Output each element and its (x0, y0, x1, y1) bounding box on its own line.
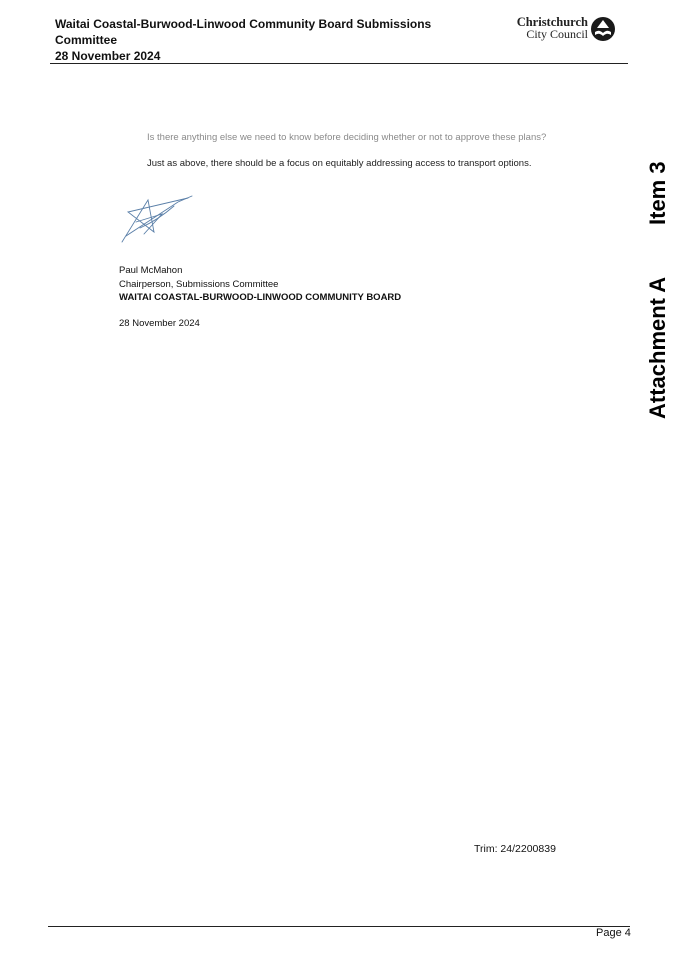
logo-line2: City Council (526, 27, 588, 41)
side-label-attachment: Attachment A (645, 276, 670, 419)
council-logo-icon (590, 16, 616, 42)
council-logo (512, 16, 618, 44)
header-title: Waitai Coastal-Burwood-Linwood Community Board Submissions Committee (55, 17, 432, 47)
trim-reference: Trim: 24/2200839 (474, 843, 556, 855)
page-number: Page 4 (596, 927, 631, 939)
logo-line1: Christchurch (516, 15, 588, 29)
signature-date: 28 November 2024 (119, 318, 200, 329)
signature-image (118, 192, 196, 246)
header-date: 28 November 2024 (55, 49, 161, 63)
signatory-block (119, 264, 401, 305)
question-text: Is there anything else we need to know before deciding whether or not to approve these plans? (147, 132, 547, 143)
signatory-board: WAITAI COASTAL-BURWOOD-LINWOOD COMMUNITY BOARD (119, 292, 402, 303)
side-label-item: Item 3 (645, 161, 670, 225)
signatory-name: Paul McMahon (119, 265, 183, 276)
header-divider (50, 63, 628, 64)
footer-divider (48, 926, 630, 927)
signatory-role: Chairperson, Submissions Committee (119, 278, 279, 290)
answer-text: Just as above, there should be a focus on equitably addressing access to transport options. (147, 158, 532, 169)
